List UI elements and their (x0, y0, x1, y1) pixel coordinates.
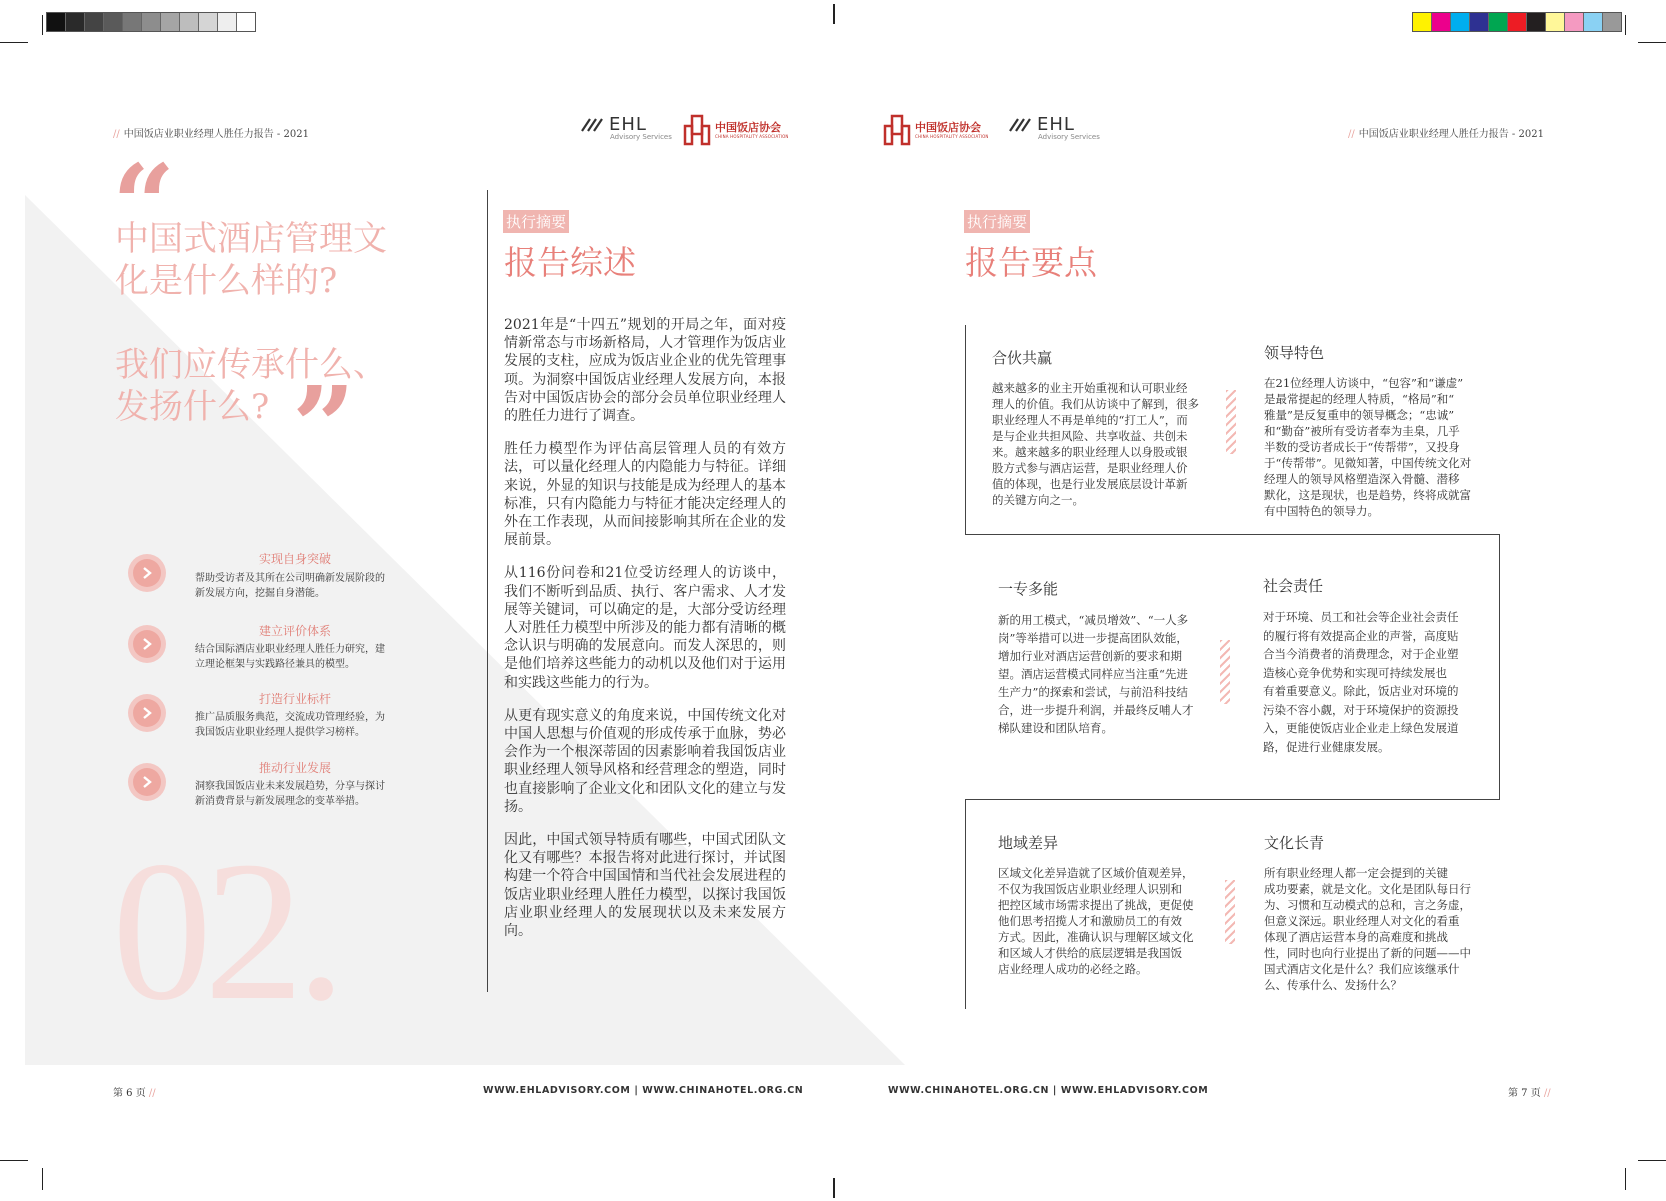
column-divider (487, 190, 488, 992)
bullet-item-2 (128, 625, 166, 663)
bullet-item-4 (128, 763, 166, 801)
left-footer-url: WWW.EHLADVISORY.COM | WWW.CHINAHOTEL.ORG.CN (483, 1085, 804, 1096)
bullet-text: 洞察我国饭店业未来发展趋势，分享与探讨 新消费背景与新发展理念的变革举措。 (195, 781, 385, 807)
section-tag: 执行摘要 (503, 210, 569, 233)
chevron-right-icon (128, 554, 166, 592)
crop-mark (833, 4, 835, 24)
ehl-logo-mark-icon (1008, 118, 1034, 132)
crop-mark (0, 42, 28, 43)
highlight-box-partnership: 合伙共赢 越来越多的业主开始重视和认可职业经 理人的价值。我们从访谈中了解到，很多 职业经理人不再是单纯的“打工人”，而 是与企业共担风险、共享收益、共创未 来。越来越多的职业经理人以身股或银 股方式参与酒店运营，是职业经理人价 值的体现，也是行业发展底层设计革新 的关键方向之一。 (992, 349, 1199, 507)
crop-mark (1638, 1160, 1666, 1161)
body-text: 2021年是“十四五”规划的开局之年，面对疫情新常态与市场新格局，人才管理作为饭店业发展的支柱，应成为饭店业企业的优先管理事项。为洞察中国饭店业经理人发展方向，本报告对中国饭店协会的部分会员单位职业经理人的胜任力进行了调查。 胜任力模型作为评估高层管理人员的有效方法，可以量化经理人的内隐能力与特征。详细来说，外显的知识与技能是成为经理人的基本标准，只有内隐能力与特征才能决定经理人的外在工作表现，从而间接影响其所在企业的发展前景。 从116份问卷和21位受访经理人的访谈中，我们不断听到品质、执行、客户需求、人才发展等关键词，可以确定的是，大部分受访经理人对胜任力模型中所涉及的能力都有清晰的概念认识与明确的发展意向。而发人深思的，则是他们培养这些能力的动机以及他们对于运用和实践这些能力的行为。 从更有现实意义的角度来说，中国传统文化对中国人思想与价值观的形成传承于血脉，势必会作为一个根深蒂固的因素影响着我国饭店业职业经理人领导风格和经营理念的塑造，同时也直接影响了企业文化和团队文化的建立与发扬。 因此，中国式领导特质有哪些，中国式团队文化又有哪些？本报告将对此进行探讨，并试图构建一个符合中国国情和当代社会发展进程的饭店业职业经理人胜任力模型，以探讨我国饭店业职业经理人的发展现状以及未来发展方向。 (504, 317, 786, 940)
ehl-logo: EHL Advisory Services (580, 114, 672, 141)
crop-mark (42, 15, 43, 35)
hatch-decoration (1220, 640, 1230, 704)
crop-mark (1625, 15, 1626, 35)
bullet-item-3 (128, 694, 166, 732)
ehl-logo-mark-icon (580, 118, 606, 132)
frame-line (965, 799, 966, 1009)
hatch-decoration (1225, 880, 1235, 944)
bullet-text: 结合国际酒店业职业经理人胜任力研究，建 立理论框架与实践路径兼具的模型。 (195, 644, 385, 670)
chevron-right-icon (128, 694, 166, 732)
hatch-decoration (1226, 390, 1236, 454)
bullet-text: 推广品质服务典范，交流成功管理经验，为 我国饭店业职业经理人提供学习榜样。 (195, 712, 385, 738)
left-running-title: // 中国饭店业职业经理人胜任力报告 - 2021 (113, 129, 309, 140)
bullet-item-1 (128, 554, 166, 592)
frame-line (965, 534, 1500, 535)
right-page-number: 第 7 页 // (1508, 1088, 1551, 1099)
cha-logo-mark-icon (682, 114, 712, 146)
highlight-box-versatility: 一专多能 新的用工模式，“减员增效”、“一人多 岗”等举措可以进一步提高团队效能， 增加行业对酒店运营创新的要求和期 望。酒店运营模式同样应当注重“先进 生产力”的探索和尝试，与前沿科技结 合，进一步提升利润，并最终反哺人才 梯队建设和团队培育。 (998, 580, 1194, 735)
crop-mark (833, 1178, 835, 1198)
section-number: 02. (112, 821, 338, 1042)
bullet-title: 实现自身突破 (258, 552, 331, 566)
grayscale-color-bar (46, 12, 256, 32)
ehl-logo-right: EHL Advisory Services (1008, 114, 1100, 141)
pull-quote-part-1: 中国式酒店管理文 化是什么样的? (115, 219, 387, 301)
bullet-title: 打造行业标杆 (258, 692, 331, 706)
frame-line (965, 325, 966, 535)
close-quote-mark: ” (292, 362, 356, 491)
crop-mark (1625, 1168, 1626, 1190)
cha-logo: 中国饭店协会 CHINA HOSPITALITY ASSOCIATION (682, 114, 789, 146)
highlight-box-leadership: 领导特色 在21位经理人访谈中，“包容”和“谦虚” 是最常提起的经理人特质，“格局”和“ 雅量”是反复重申的领导概念；“忠诚” 和“勤奋”被所有受访者奉为圭臬，几乎 半数的受访者成长于“传帮带”，又投身 于“传帮带”。见微知著，中国传统文化对 经理人的领导风格塑造深入骨髓、潜移 默化，这是现状，也是趋势，终将成就富 有中国特色的领导力。 (1264, 344, 1472, 518)
chevron-right-icon (128, 625, 166, 663)
bullet-title: 推动行业发展 (258, 761, 331, 775)
cmyk-color-bar (1412, 12, 1622, 32)
page-title-right: 报告要点 (965, 243, 1097, 282)
left-page-number: 第 6 页 // (113, 1088, 156, 1099)
open-quote-mark: “ (112, 140, 176, 269)
cha-logo-mark-icon (882, 114, 912, 146)
crop-mark (42, 1168, 43, 1190)
cha-logo-right: 中国饭店协会 CHINA HOSPITALITY ASSOCIATION (882, 114, 989, 146)
bullet-title: 建立评价体系 (258, 624, 331, 638)
crop-mark (1638, 42, 1666, 43)
page-title: 报告综述 (504, 243, 636, 282)
highlight-box-regional-differences: 地域差异 区域文化差异造就了区域价值观差异， 不仅为我国饭店业职业经理人识别和 把控区域市场需求提出了挑战，更促使 他们思考招揽人才和激励员工的有效 方式。因此，准确认识与理解区域文化 和区域人才供给的底层逻辑是我国饭 店业经理人成功的必经之路。 (998, 834, 1194, 976)
crop-mark (0, 1160, 28, 1161)
frame-line (965, 799, 1500, 800)
section-tag-right: 执行摘要 (964, 210, 1030, 233)
pull-quote-part-2: 我们应传承什么、 发扬什么? (115, 345, 387, 427)
highlight-box-social-responsibility: 社会责任 对于环境、员工和社会等企业社会责任 的履行将有效提高企业的声誉，高度贴 合当今消费者的消费理念，对于企业塑 造核心竞争优势和实现可持续发展也 有着重要意义。除此，饭店业对环境的 污染不容小觑，对于环境保护的资源投 入，更能使饭店业企业走上绿色发展道 路，促进行业健康发展。 (1263, 577, 1459, 754)
highlight-box-culture: 文化长青 所有职业经理人都一定会提到的关键 成功要素，就是文化。文化是团队每日行 为、习惯和互动模式的总和，言之务虚， 但意义深远。职业经理人对文化的看重 体现了酒店运营本身的高难度和挑战 性，同时也向行业提出了新的问题——中 国式酒店文化是什么？我们应该继承什 么、传承什么、发扬什么？ (1264, 834, 1471, 992)
chevron-right-icon (128, 763, 166, 801)
right-running-title: // 中国饭店业职业经理人胜任力报告 - 2021 (1348, 129, 1544, 140)
bullet-text: 帮助受访者及其所在公司明确新发展阶段的 新发展方向，挖掘自身潜能。 (195, 573, 385, 599)
frame-line (1499, 534, 1500, 799)
right-footer-url: WWW.CHINAHOTEL.ORG.CN | WWW.EHLADVISORY.COM (888, 1085, 1209, 1096)
